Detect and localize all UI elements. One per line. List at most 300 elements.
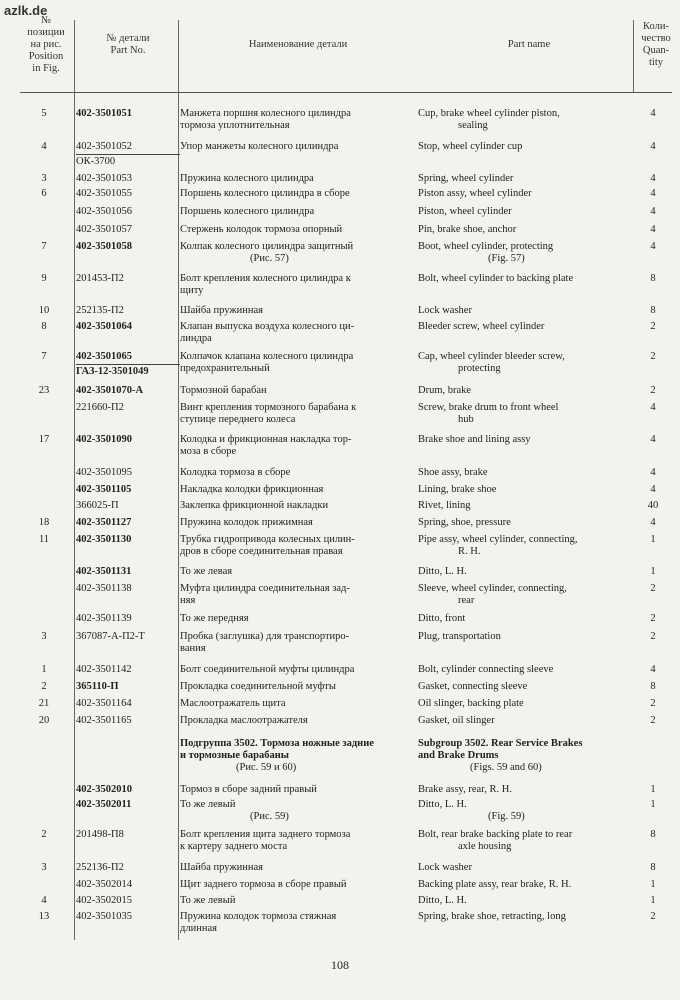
part-name-en xyxy=(418,224,632,236)
part-name-ru xyxy=(180,566,412,578)
part-name-ru xyxy=(180,664,412,676)
part-name-en-line: Drum, brake xyxy=(418,385,472,396)
part-number: 201498-П8 xyxy=(76,829,124,840)
part-name-en-line: Rivet, lining xyxy=(418,500,471,511)
header-pos-line: № xyxy=(40,15,52,26)
part-name-ru-line: Трубка гидропривода колесных цилин- xyxy=(180,534,355,545)
header-divider xyxy=(20,92,672,93)
part-name-en-line: Bleeder screw, wheel cylinder xyxy=(418,321,545,332)
part-number-cell xyxy=(76,241,180,253)
header-name-en xyxy=(418,0,640,90)
part-number: 221660-П2 xyxy=(76,402,124,413)
header-qty-line: Quan- xyxy=(642,45,670,56)
part-name-ru xyxy=(180,799,412,823)
position-cell: 6 xyxy=(41,188,47,199)
part-number: 366025-П xyxy=(76,500,119,511)
part-number-cell xyxy=(76,698,180,710)
position-cell: 3 xyxy=(41,631,47,642)
part-name-ru-line: (Рис. 57) xyxy=(250,253,289,264)
part-name-ru xyxy=(180,321,412,345)
part-name-en-line: Cap, wheel cylinder bleeder screw, xyxy=(418,351,565,362)
part-name-en-line: Piston assy, wheel cylinder xyxy=(418,188,532,199)
part-name-ru xyxy=(180,206,412,218)
column-divider xyxy=(74,20,75,940)
position-cell: 5 xyxy=(41,108,47,119)
part-name-ru xyxy=(180,402,412,426)
subgroup-title-en xyxy=(418,738,632,774)
header-pos-line: Position xyxy=(28,51,64,62)
part-name-en xyxy=(418,879,632,891)
position-cell: 9 xyxy=(41,273,47,284)
part-name-en-line: Spring, wheel cylinder xyxy=(418,173,514,184)
part-name-ru xyxy=(180,583,412,607)
part-number-cell xyxy=(76,224,180,236)
part-name-en-line: Ditto, L. H. xyxy=(418,799,467,810)
header-qty-line: чество xyxy=(641,33,671,44)
part-name-ru xyxy=(180,273,412,297)
part-number: 402-3502015 xyxy=(76,895,132,906)
part-name-ru xyxy=(180,784,412,796)
quantity-cell: 2 xyxy=(650,911,656,922)
part-name-ru-line: Шайба пружинная xyxy=(180,862,263,873)
part-name-en-line: Spring, shoe, pressure xyxy=(418,517,511,528)
position-cell: 11 xyxy=(38,534,50,545)
part-name-en xyxy=(418,241,632,265)
quantity-cell: 8 xyxy=(650,862,656,873)
part-name-ru-line: Тормозной барабан xyxy=(180,385,267,396)
part-name-en-line: (Fig. 57) xyxy=(488,253,525,264)
part-name-ru-line: Щит заднего тормоза в сборе правый xyxy=(180,879,347,890)
part-name-ru xyxy=(180,681,412,693)
part-name-en xyxy=(418,829,632,853)
part-number-cell xyxy=(76,911,180,923)
part-name-ru-line: предохранительный xyxy=(180,363,270,374)
part-name-en-line: Backing plate assy, rear brake, R. H. xyxy=(418,879,572,890)
part-name-en xyxy=(418,402,632,426)
part-name-en xyxy=(418,681,632,693)
part-number-cell xyxy=(76,715,180,727)
part-name-ru xyxy=(180,241,412,265)
position-cell: 2 xyxy=(41,829,47,840)
part-number: 402-3501065 xyxy=(76,351,180,365)
part-name-ru-line: Заклепка фрикционной накладки xyxy=(180,500,329,511)
position-cell: 18 xyxy=(38,517,50,528)
part-name-en xyxy=(418,484,632,496)
position-cell: 20 xyxy=(38,715,50,726)
part-name-ru xyxy=(180,879,412,891)
subgroup-title-ru-line: Подгруппа 3502. Тормоза ножные задние xyxy=(180,738,374,749)
part-name-ru-line: То же передняя xyxy=(180,613,249,624)
position-cell: 21 xyxy=(38,698,50,709)
position-cell: 23 xyxy=(38,385,50,396)
part-name-en-line: Oil slinger, backing plate xyxy=(418,698,524,709)
part-name-ru xyxy=(180,517,412,529)
quantity-cell: 8 xyxy=(650,305,656,316)
quantity-cell: 4 xyxy=(650,484,656,495)
part-number-cell xyxy=(76,141,180,168)
part-name-ru xyxy=(180,141,412,153)
part-name-en-line: Pin, brake shoe, anchor xyxy=(418,224,517,235)
part-name-en-line: Cup, brake wheel cylinder piston, xyxy=(418,108,560,119)
part-name-en-line: Shoe assy, brake xyxy=(418,467,488,478)
part-number: 402-3501053 xyxy=(76,173,132,184)
quantity-cell: 2 xyxy=(650,351,656,362)
part-number: 402-3501127 xyxy=(76,517,132,528)
position-cell: 10 xyxy=(38,305,50,316)
part-name-ru xyxy=(180,500,412,512)
part-name-ru xyxy=(180,224,412,236)
subgroup-title-ru xyxy=(180,738,412,774)
part-name-en-line: Spring, brake shoe, retracting, long xyxy=(418,911,566,922)
header-qty-line: Коли- xyxy=(643,21,669,32)
part-number-cell xyxy=(76,534,180,546)
quantity-cell: 4 xyxy=(650,517,656,528)
part-number: ГАЗ-12-3501049 xyxy=(76,366,149,377)
part-number-cell xyxy=(76,385,180,397)
part-number-cell xyxy=(76,108,180,120)
part-name-ru-line: Поршень колесного цилиндра в сборе xyxy=(180,188,350,199)
subgroup-title-en-line: (Figs. 59 and 60) xyxy=(470,762,542,773)
part-name-ru xyxy=(180,613,412,625)
part-name-ru-line: Шайба пружинная xyxy=(180,305,263,316)
part-number: 201453-П2 xyxy=(76,273,124,284)
part-number: 402-3501052 xyxy=(76,141,180,155)
part-name-en-line: Plug, transportation xyxy=(418,631,501,642)
watermark-logo: azlk.de xyxy=(4,3,48,18)
part-name-ru xyxy=(180,829,412,853)
part-name-ru-line: Колодка и фрикционная накладка тор- xyxy=(180,434,352,445)
part-name-ru xyxy=(180,534,412,558)
part-name-ru-line: Болт соединительной муфты цилиндра xyxy=(180,664,355,675)
subgroup-title-en-line: Subgroup 3502. Rear Service Brakes xyxy=(418,738,583,749)
part-name-en xyxy=(418,206,632,218)
part-name-en xyxy=(418,141,632,153)
part-number-cell xyxy=(76,583,180,595)
quantity-cell: 1 xyxy=(650,799,656,810)
part-name-en xyxy=(418,173,632,185)
part-number-cell xyxy=(76,829,180,841)
part-name-ru xyxy=(180,434,412,458)
part-number-cell xyxy=(76,173,180,185)
part-number-cell xyxy=(76,484,180,496)
header-name-ru xyxy=(180,0,416,90)
part-name-ru-line: Прокладка маслоотражателя xyxy=(180,715,308,726)
part-number: ОК-3700 xyxy=(76,156,116,167)
part-name-en-line: Lining, brake shoe xyxy=(418,484,497,495)
part-name-en xyxy=(418,517,632,529)
part-name-ru-line: ступице переднего колеса xyxy=(180,414,296,425)
part-name-en xyxy=(418,273,632,285)
part-number: 367087-А-П2-Т xyxy=(76,631,145,642)
part-number-cell xyxy=(76,799,180,811)
part-number-cell xyxy=(76,784,180,796)
part-name-ru-line: Стержень колодок тормоза опорный xyxy=(180,224,343,235)
position-cell: 13 xyxy=(38,911,50,922)
header-position xyxy=(18,0,74,90)
header-name-en-text: Part name xyxy=(507,39,551,50)
quantity-cell: 1 xyxy=(650,534,656,545)
quantity-cell: 4 xyxy=(650,664,656,675)
part-name-ru-line: Болт крепления щита заднего тормоза xyxy=(180,829,351,840)
part-name-en xyxy=(418,188,632,200)
subgroup-title-ru-line: (Рис. 59 и 60) xyxy=(236,762,297,773)
position-cell: 4 xyxy=(41,895,47,906)
part-number: 402-3501057 xyxy=(76,224,132,235)
part-number-cell xyxy=(76,500,180,512)
part-number: 402-3501090 xyxy=(76,434,132,445)
part-number-cell xyxy=(76,321,180,333)
part-name-ru-line: То же левая xyxy=(180,566,233,577)
part-name-en-line: Pipe assy, wheel cylinder, connecting, xyxy=(418,534,578,545)
part-number-cell xyxy=(76,879,180,891)
quantity-cell: 4 xyxy=(650,108,656,119)
part-name-ru-line: Манжета поршня колесного цилиндра xyxy=(180,108,351,119)
part-name-en-line: Ditto, L. H. xyxy=(418,895,467,906)
part-name-en-line: Brake assy, rear, R. H. xyxy=(418,784,512,795)
part-name-en-line: hub xyxy=(458,414,474,425)
part-name-en-line: R. H. xyxy=(458,546,481,557)
part-name-en-line: (Fig. 59) xyxy=(488,811,525,822)
part-name-en-line: Lock washer xyxy=(418,305,472,316)
part-name-en-line: sealing xyxy=(458,120,488,131)
position-cell: 1 xyxy=(41,664,47,675)
quantity-cell: 40 xyxy=(647,500,659,511)
part-name-en xyxy=(418,385,632,397)
part-name-ru-line: Пружина колодок прижимная xyxy=(180,517,313,528)
quantity-cell: 4 xyxy=(650,224,656,235)
part-number-cell xyxy=(76,434,180,446)
part-name-ru-line: Болт крепления колесного цилиндра к xyxy=(180,273,351,284)
part-name-ru-line: к картеру заднего моста xyxy=(180,841,288,852)
quantity-cell: 4 xyxy=(650,141,656,152)
part-name-ru-line: вания xyxy=(180,643,206,654)
position-cell: 7 xyxy=(41,351,47,362)
part-name-en-line: Sleeve, wheel cylinder, connecting, xyxy=(418,583,567,594)
quantity-cell: 1 xyxy=(650,879,656,890)
part-name-ru-line: Колпак колесного цилиндра защитный xyxy=(180,241,354,252)
part-number-cell xyxy=(76,862,180,874)
part-number: 402-3501131 xyxy=(76,566,132,577)
part-name-ru-line: Поршень колесного цилиндра xyxy=(180,206,315,217)
quantity-cell: 2 xyxy=(650,698,656,709)
part-number: 402-3501056 xyxy=(76,206,132,217)
header-pos-line: на рис. xyxy=(30,39,62,50)
part-number: 402-3501138 xyxy=(76,583,132,594)
part-number-cell xyxy=(76,188,180,200)
part-number: 402-3502014 xyxy=(76,879,132,890)
part-name-ru-line: Накладка колодки фрикционная xyxy=(180,484,324,495)
position-cell: 7 xyxy=(41,241,47,252)
part-name-en-line: Stop, wheel cylinder cup xyxy=(418,141,523,152)
quantity-cell: 8 xyxy=(650,829,656,840)
part-number: 402-3502010 xyxy=(76,784,132,795)
quantity-cell: 4 xyxy=(650,241,656,252)
part-name-ru-line: Пробка (заглушка) для транспортиро- xyxy=(180,631,350,642)
part-number: 252136-П2 xyxy=(76,862,124,873)
part-name-ru-line: няя xyxy=(180,595,196,606)
header-pos-line: in Fig. xyxy=(32,63,60,74)
part-name-ru-line: дров в сборе соединительная правая xyxy=(180,546,343,557)
part-name-ru-line: Пружина колесного цилиндра xyxy=(180,173,314,184)
part-name-ru-line: щиту xyxy=(180,285,204,296)
quantity-cell: 2 xyxy=(650,631,656,642)
part-name-en-line: rear xyxy=(458,595,475,606)
part-name-en-line: Boot, wheel cylinder, protecting xyxy=(418,241,554,252)
part-name-en xyxy=(418,799,632,823)
part-name-en-line: Brake shoe and lining assy xyxy=(418,434,531,445)
part-name-ru xyxy=(180,305,412,317)
part-name-en-line: Ditto, L. H. xyxy=(418,566,467,577)
part-name-en-line: Piston, wheel cylinder xyxy=(418,206,512,217)
part-name-ru xyxy=(180,631,412,655)
part-name-ru-line: Винт крепления тормозного барабана к xyxy=(180,402,357,413)
header-quantity xyxy=(632,0,680,90)
position-cell: 3 xyxy=(41,862,47,873)
part-number: 402-3501055 xyxy=(76,188,132,199)
header-pos-line: позиции xyxy=(27,27,65,38)
part-number-cell xyxy=(76,273,180,285)
quantity-cell: 4 xyxy=(650,402,656,413)
part-name-ru-line: Муфта цилиндра соединительная зад- xyxy=(180,583,350,594)
quantity-cell: 1 xyxy=(650,566,656,577)
part-name-ru-line: Пружина колодок тормоза стяжная xyxy=(180,911,337,922)
position-cell: 4 xyxy=(41,141,47,152)
part-name-en xyxy=(418,534,632,558)
table-header xyxy=(0,0,680,90)
part-name-ru xyxy=(180,173,412,185)
part-name-en xyxy=(418,566,632,578)
part-name-en xyxy=(418,698,632,710)
part-number-cell xyxy=(76,895,180,907)
part-name-ru-line: Маслоотражатель щита xyxy=(180,698,286,709)
part-name-ru xyxy=(180,385,412,397)
part-number-cell xyxy=(76,664,180,676)
header-qty-line: tity xyxy=(648,57,663,68)
part-name-en xyxy=(418,631,632,643)
quantity-cell: 4 xyxy=(650,173,656,184)
header-name-ru-text: Наименование детали xyxy=(248,39,348,50)
part-name-ru-line: (Рис. 59) xyxy=(250,811,289,822)
position-cell: 17 xyxy=(38,434,50,445)
part-name-ru xyxy=(180,895,412,907)
part-number-cell xyxy=(76,681,180,693)
quantity-cell: 2 xyxy=(650,321,656,332)
quantity-cell: 4 xyxy=(650,188,656,199)
part-name-ru-line: То же левый xyxy=(180,799,236,810)
part-name-en xyxy=(418,862,632,874)
part-number: 402-3501058 xyxy=(76,241,132,252)
part-name-ru-line: Клапан выпуска воздуха колесного ци- xyxy=(180,321,355,332)
part-name-ru xyxy=(180,188,412,200)
position-cell: 8 xyxy=(41,321,47,332)
part-number: 402-3501035 xyxy=(76,911,132,922)
part-name-ru-line: Прокладка соединительной муфты xyxy=(180,681,336,692)
quantity-cell: 2 xyxy=(650,583,656,594)
part-name-en xyxy=(418,321,632,333)
part-name-en xyxy=(418,664,632,676)
part-name-en-line: Bolt, wheel cylinder to backing plate xyxy=(418,273,574,284)
part-name-en xyxy=(418,583,632,607)
column-divider xyxy=(633,20,634,92)
part-number-cell xyxy=(76,351,180,378)
header-part-no xyxy=(76,0,180,90)
part-name-en-line: Ditto, front xyxy=(418,613,466,624)
part-name-ru-line: Упор манжеты колесного цилиндра xyxy=(180,141,339,152)
part-name-ru-line: Колодка тормоза в сборе xyxy=(180,467,291,478)
subgroup-title-ru-line: и тормозные барабаны xyxy=(180,750,289,761)
part-name-en-line: Gasket, connecting sleeve xyxy=(418,681,528,692)
quantity-cell: 8 xyxy=(650,681,656,692)
part-name-ru xyxy=(180,698,412,710)
part-name-en-line: protecting xyxy=(458,363,501,374)
part-number-cell xyxy=(76,631,180,643)
part-number: 402-3501070-А xyxy=(76,385,144,396)
part-number: 402-3501165 xyxy=(76,715,132,726)
part-name-en-line: Screw, brake drum to front wheel xyxy=(418,402,559,413)
part-number: 402-3502011 xyxy=(76,799,132,810)
part-number: 402-3501139 xyxy=(76,613,132,624)
part-name-ru xyxy=(180,351,412,375)
position-cell: 2 xyxy=(41,681,47,692)
quantity-cell: 1 xyxy=(650,784,656,795)
quantity-cell: 8 xyxy=(650,273,656,284)
part-number: 402-3501064 xyxy=(76,321,132,332)
part-name-en xyxy=(418,434,632,446)
quantity-cell: 4 xyxy=(650,434,656,445)
quantity-cell: 2 xyxy=(650,715,656,726)
part-name-en xyxy=(418,351,632,375)
part-name-en xyxy=(418,911,632,923)
part-name-en-line: Gasket, oil slinger xyxy=(418,715,495,726)
part-name-ru-line: тормоза уплотнительная xyxy=(180,120,290,131)
quantity-cell: 2 xyxy=(650,613,656,624)
quantity-cell: 4 xyxy=(650,206,656,217)
part-number: 402-3501142 xyxy=(76,664,132,675)
part-number-cell xyxy=(76,206,180,218)
part-number: 402-3501130 xyxy=(76,534,132,545)
part-number-cell xyxy=(76,467,180,479)
part-name-en-line: Lock washer xyxy=(418,862,472,873)
part-name-ru-line: Тормоз в сборе задний правый xyxy=(180,784,317,795)
part-name-en-line: axle housing xyxy=(458,841,512,852)
header-part-line: № детали xyxy=(106,33,150,44)
quantity-cell: 4 xyxy=(650,467,656,478)
part-number: 402-3501105 xyxy=(76,484,132,495)
part-number: 402-3501164 xyxy=(76,698,132,709)
part-name-ru-line: моза в сборе xyxy=(180,446,237,457)
position-cell: 3 xyxy=(41,173,47,184)
part-number: 402-3501051 xyxy=(76,108,132,119)
part-number: 402-3501095 xyxy=(76,467,132,478)
part-name-en xyxy=(418,895,632,907)
part-number-cell xyxy=(76,517,180,529)
part-number: 252135-П2 xyxy=(76,305,124,316)
part-number-cell xyxy=(76,566,180,578)
part-name-ru xyxy=(180,484,412,496)
subgroup-title-en-line: and Brake Drums xyxy=(418,750,499,761)
part-number-cell xyxy=(76,402,180,414)
part-name-ru xyxy=(180,108,412,132)
part-name-en-line: Bolt, rear brake backing plate to rear xyxy=(418,829,573,840)
quantity-cell: 1 xyxy=(650,895,656,906)
part-name-ru-line: То же левый xyxy=(180,895,236,906)
part-name-en xyxy=(418,715,632,727)
part-name-en xyxy=(418,108,632,132)
part-number: 365110-П xyxy=(76,681,119,692)
part-number-cell xyxy=(76,613,180,625)
part-name-en xyxy=(418,500,632,512)
part-name-en xyxy=(418,784,632,796)
